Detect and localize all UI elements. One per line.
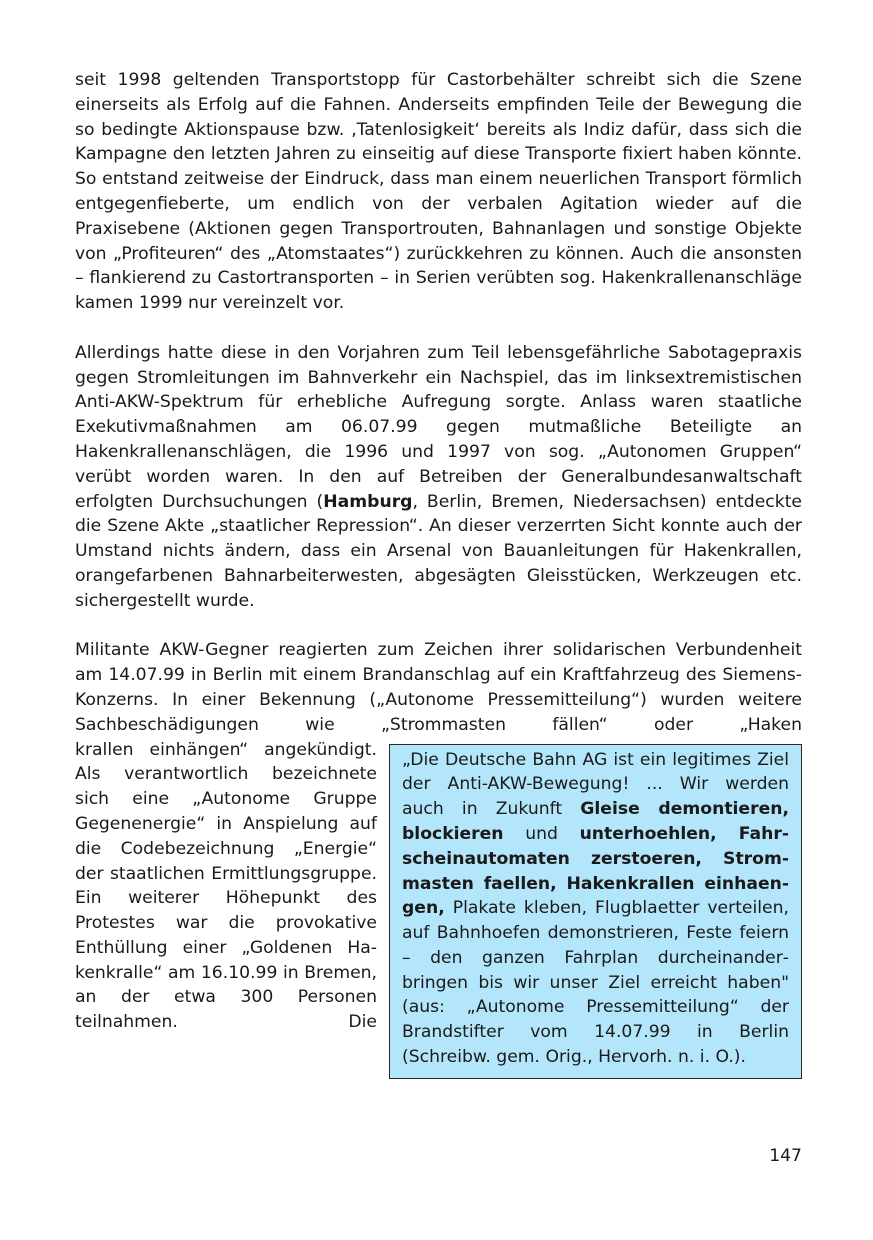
quote-box [389,744,802,1079]
page-number: 147 [769,1146,802,1166]
paragraph-2-text-a: Allerdings hatte diese in den Vorjahren zum Teil lebensgefährliche Sabotagepraxis gegen Stromleitungen im Bahnverkehr ein Nachspiel, das im linksextremistischen Anti-AKW-Spektrum für erhebliche Aufregung sorgte. Anlass waren staatliche Exekutivmaßnahmen am 06.07.99 gegen mutmaßliche Beteiligte an Hakenkrallenanschlägen, die 1996 und 1997 von sog. „Autonomen Gruppen“ verübt worden waren. In den auf Betreiben der Generalbundesanwaltschaft erfolgten Durchsuchungen ( [75,342,802,512]
paragraph-3-with-quote [75,638,802,1068]
paragraph-3 [75,638,802,1068]
paragraph-1: seit 1998 geltenden Transportstopp für Castorbehälter schreibt sich die Szene einerseits als Erfolg auf die Fahnen. Anderseits empfinden Teile der Bewegung die so bedingte Aktionspause bzw. ‚Tatenlosigkeit‘ bereits als Indiz dafür, dass sich die Kampagne den letzten Jahren zu einseitig auf diese Transporte fixiert haben könnte. So entstand zeitweise der Eindruck, dass man einem neuerlichen Transport förmlich entgegenfieberte, um endlich von der verbalen Agitation wieder auf die Praxisebene (Aktionen gegen Transportrouten, Bahnanlagen und sonstige Objekte von „Profiteuren“ des „Atomstaates“) zurückkehren zu können. Auch die ansonsten – flankierend zu Castortransporten – in Serien verübten sog. Hakenkrallenanschläge kamen 1999 nur vereinzelt vor. [75,70,802,314]
paragraph-3-intro: Militante AKW-Gegner reagierten zum Zeichen ihrer solidarischen Verbundenheit am 14.07.99 in Berlin mit einem Brandanschlag auf ein Kraftfahrzeug des Siemens-Konzerns. In einer Bekennung („Autonome Pressemitteilung“) wurden weitere Sachbeschädigungen wie „Strommasten fällen“ oder „Haken [75,640,802,735]
quote-bold-1: Gleise demontieren, blockieren [402,799,789,844]
paragraph-3-body [75,738,802,1068]
quote-text-1: „Die Deutsche Bahn AG ist ein legitimes Ziel der Anti-AKW-Bewegung! ... Wir werden auch in Zukunft [402,749,789,820]
paragraph-2 [75,341,802,614]
quote-text-3: Plakate kleben, Flugblaetter verteilen, auf Bahnhoefen demonstrieren, Feste feiern – den ganzen Fahrplan durcheinanderbringen bis wir unser Ziel erreicht haben" (aus: „Autonome Pressemitteilung“ der Brandstifter vom 14.07.99 in Berlin (Schreibw. gem. Orig., Hervorh. n. i. O.). [402,898,789,1068]
quote-text-2: und [503,823,580,844]
page-body [75,68,802,1083]
paragraph-2-bold-city: Hamburg [323,491,413,512]
paragraph-2-text-b: , Berlin, Bremen, Niedersachsen) entdeckte die Szene Akte „staatlicher Repression“. An dieser verzerrten Sicht konnte auch der Umstand nichts ändern, dass ein Arsenal von Bauanleitungen für Hakenkrallen, orangefarbenen Bahnarbeiterwesten, abgesägten Gleisstücken, Werkzeugen etc. sichergestellt wurde. [75,491,803,611]
quote-bold-2: unterhoehlen, Fahrscheinautomaten zerstoeren, Strommasten faellen, Hakenkrallen einhaengen, [402,823,789,919]
paragraph-3-column-text: krallen einhängen“ angekündigt. Als verantwortlich bezeichnete sich eine „Autonome Gruppe Gegenenergie“ in Anspielung auf die Codebezeichnung „Energie“ der staatlichen Ermittlungsgruppe. Ein weiterer Höhepunkt des Protestes war die provokative Enthüllung einer „Goldenen Hakenkralle“ am 16.10.99 in Bremen, an der etwa 300 Personen teilnahmen. Die [75,739,377,1033]
